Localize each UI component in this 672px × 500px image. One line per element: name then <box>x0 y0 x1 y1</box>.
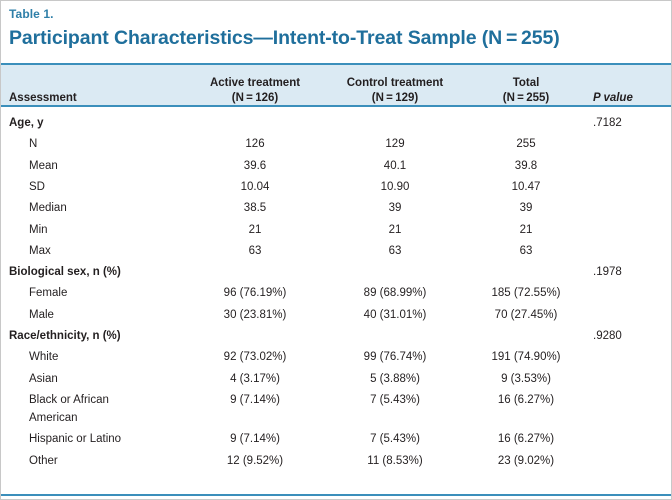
cell-p-value <box>587 237 672 258</box>
table-body <box>1 109 672 468</box>
row-label: Other <box>29 454 58 467</box>
column-header-p-value-label: P value <box>593 91 633 104</box>
cell-active: 39.6 <box>243 159 267 172</box>
column-header-p-value <box>587 65 672 109</box>
cell-p-value <box>587 407 672 425</box>
cell-active <box>185 258 325 279</box>
cell-control: 99 (76.74%) <box>363 351 427 364</box>
table-row <box>1 279 672 300</box>
cell-active: 9 (7.14%) <box>230 433 280 446</box>
cell-p-value <box>587 365 672 386</box>
cell-control: 89 (68.99%) <box>363 287 427 300</box>
table-row <box>1 425 672 446</box>
cell-control: 11 (8.53%) <box>367 454 423 467</box>
row-label: Max <box>29 244 51 257</box>
cell-total: 10.47 <box>511 180 541 193</box>
table-row <box>1 130 672 151</box>
cell-total: 39 <box>519 202 533 215</box>
table-row <box>1 109 672 130</box>
cell-control: 39 <box>388 202 402 215</box>
cell-control: 40.1 <box>383 159 407 172</box>
table-header-row <box>1 65 672 109</box>
cell-active: 21 <box>248 223 262 236</box>
row-group-label: Race/ethnicity, n (%) <box>9 330 121 343</box>
row-label: Male <box>29 308 54 321</box>
row-label: SD <box>29 180 45 193</box>
table-row <box>1 173 672 194</box>
cell-active: 38.5 <box>243 202 267 215</box>
cell-total: 191 (74.90%) <box>491 351 561 364</box>
cell-p-value <box>587 130 672 151</box>
row-group-label: Biological sex, n (%) <box>9 266 121 279</box>
table-row <box>1 365 672 386</box>
table-title: Participant Characteristics—Intent-to-Treat Sample (N = 255) <box>9 27 560 49</box>
cell-active: 96 (76.19%) <box>223 287 287 300</box>
cell-total: 16 (6.27%) <box>497 393 555 406</box>
cell-active: 126 <box>245 138 265 151</box>
table-row <box>1 446 672 467</box>
cell-active: 63 <box>248 244 262 257</box>
cell-control: 7 (5.43%) <box>370 393 420 406</box>
cell-p-value <box>587 386 672 407</box>
cell-control <box>325 109 465 130</box>
row-label: N <box>29 138 38 151</box>
table-row <box>1 407 672 425</box>
cell-control <box>325 258 465 279</box>
cell-control: 63 <box>388 244 402 257</box>
row-label: White <box>29 351 59 364</box>
table-label: Table 1. <box>9 7 54 21</box>
cell-active <box>185 109 325 130</box>
cell-active: 92 (73.02%) <box>223 351 287 364</box>
row-label: Black or African <box>29 393 109 406</box>
cell-p-value <box>587 343 672 364</box>
characteristics-table <box>1 65 672 468</box>
column-header-assessment-label: Assessment <box>9 91 77 104</box>
cell-control: 40 (31.01%) <box>363 308 427 321</box>
cell-p-value: .7182 <box>593 117 622 130</box>
cell-total: 21 <box>519 223 533 236</box>
table-row <box>1 237 672 258</box>
cell-p-value: .1978 <box>593 266 622 279</box>
column-header-active-treatment <box>185 65 325 109</box>
cell-total: 23 (9.02%) <box>497 454 555 467</box>
column-header-assessment <box>1 65 185 109</box>
cell-p-value <box>587 215 672 236</box>
cell-p-value <box>587 152 672 173</box>
cell-p-value <box>587 425 672 446</box>
column-header-total <box>465 65 587 109</box>
row-label: Mean <box>29 159 58 172</box>
cell-active <box>185 407 325 425</box>
cell-active: 9 (7.14%) <box>230 393 280 406</box>
cell-active: 30 (23.81%) <box>223 308 287 321</box>
cell-control: 10.90 <box>380 180 410 193</box>
cell-p-value <box>587 279 672 300</box>
cell-total: 9 (3.53%) <box>501 372 551 385</box>
row-label: Median <box>29 202 67 215</box>
table-header <box>1 65 672 109</box>
table-row <box>1 152 672 173</box>
cell-total: 70 (27.45%) <box>494 308 558 321</box>
cell-p-value <box>587 194 672 215</box>
cell-control: 7 (5.43%) <box>370 433 420 446</box>
column-header-total-line1: Total <box>512 77 540 90</box>
table-row <box>1 386 672 407</box>
cell-control <box>325 407 465 425</box>
column-header-active-treatment-line2: (N = 126) <box>231 91 279 104</box>
row-label: American <box>29 411 78 424</box>
table-row <box>1 343 672 364</box>
column-header-control-treatment-line2: (N = 129) <box>371 91 419 104</box>
cell-control: 21 <box>388 223 402 236</box>
table-row <box>1 301 672 322</box>
cell-control: 129 <box>385 138 405 151</box>
row-label: Hispanic or Latino <box>29 433 122 446</box>
cell-p-value <box>587 173 672 194</box>
cell-total: 39.8 <box>514 159 538 172</box>
cell-p-value <box>587 446 672 467</box>
row-label: Asian <box>29 372 58 385</box>
cell-active: 10.04 <box>240 180 270 193</box>
row-label: Min <box>29 223 48 236</box>
column-header-active-treatment-line1: Active treatment <box>209 77 301 90</box>
cell-total: 255 <box>516 138 536 151</box>
cell-total <box>465 109 587 130</box>
cell-total <box>465 258 587 279</box>
cell-p-value <box>587 301 672 322</box>
cell-total <box>465 407 587 425</box>
row-group-label: Age, y <box>9 117 44 130</box>
column-header-control-treatment <box>325 65 465 109</box>
table-row <box>1 258 672 279</box>
column-header-total-line2: (N = 255) <box>502 91 550 104</box>
cell-control: 5 (3.88%) <box>370 372 420 385</box>
cell-active: 4 (3.17%) <box>230 372 280 385</box>
cell-active <box>185 322 325 343</box>
cell-total: 16 (6.27%) <box>497 433 555 446</box>
table-row <box>1 194 672 215</box>
cell-p-value: .9280 <box>593 330 622 343</box>
cell-total: 63 <box>519 244 533 257</box>
cell-total: 185 (72.55%) <box>491 287 561 300</box>
table-row <box>1 215 672 236</box>
bottom-rule <box>1 494 671 496</box>
cell-control <box>325 322 465 343</box>
cell-total <box>465 322 587 343</box>
column-header-control-treatment-line1: Control treatment <box>346 77 444 90</box>
row-label: Female <box>29 287 68 300</box>
cell-active: 12 (9.52%) <box>226 454 284 467</box>
table-row <box>1 322 672 343</box>
